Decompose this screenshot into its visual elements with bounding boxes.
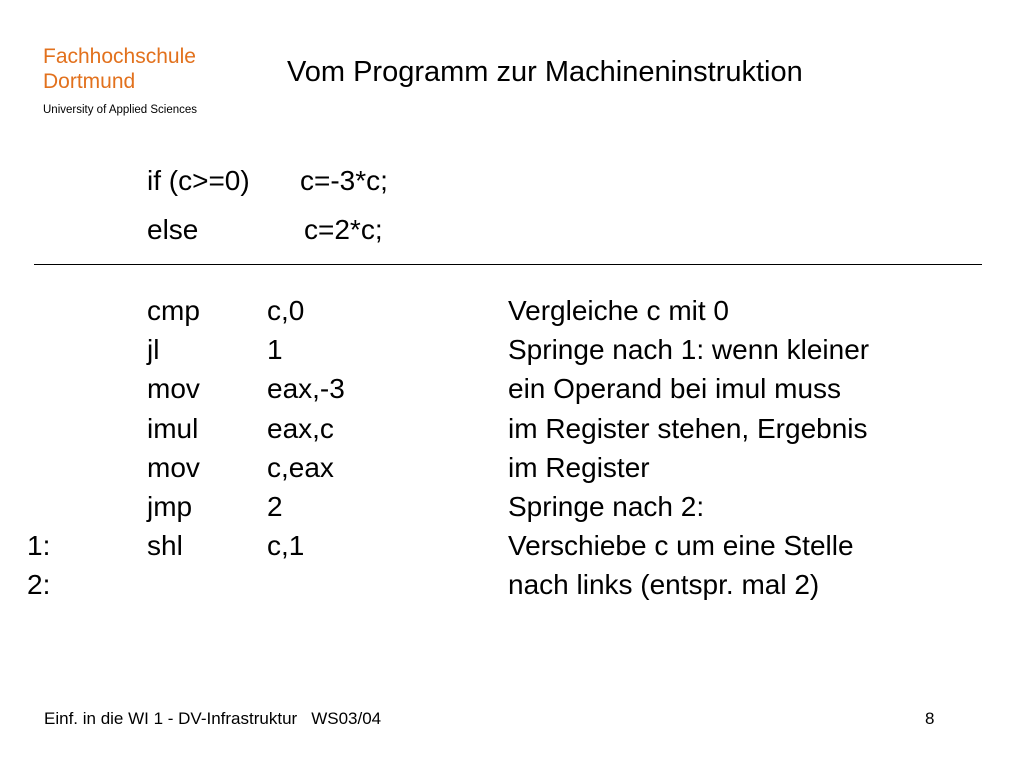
assembly-row [0,291,1024,330]
assembly-comment: im Register [508,451,650,483]
logo-name-line2: Dortmund [43,70,136,93]
assembly-opcode: jl [147,334,160,366]
footer-course-info [44,708,381,730]
assembly-row [0,409,1024,448]
assembly-row [0,526,1024,565]
logo [43,44,197,117]
assembly-operands: 1 [267,334,283,366]
assembly-operands: eax,-3 [267,373,345,405]
assembly-operands: c,0 [267,295,305,326]
source-code-then-statement: c=-3*c; [300,165,388,196]
assembly-comment: im Register stehen, Ergebnis [508,412,868,444]
assembly-opcode: imul [147,412,199,444]
source-code-else-keyword: else [147,214,199,245]
assembly-listing [0,291,1024,605]
assembly-operands: c,eax [267,451,334,483]
assembly-label: 2: [27,569,51,601]
assembly-comment: ein Operand bei imul muss [508,373,842,405]
footer-course: Einf. in die WI 1 - DV-Infrastruktur [44,709,298,728]
assembly-opcode: mov [147,373,200,405]
source-code-condition: if (c>=0) [147,165,250,196]
slide-title: Vom Programm zur Machineninstruktion [287,56,803,88]
logo-name-line1: Fachhochschule [43,45,196,68]
assembly-comment: Springe nach 2: [508,490,705,522]
logo-subtitle: University of Applied Sciences [43,104,198,116]
assembly-row [0,487,1024,526]
assembly-opcode: mov [147,451,200,483]
assembly-row [0,330,1024,369]
assembly-comment: Verschiebe c um eine Stelle [508,530,854,562]
footer-semester: WS03/04 [311,709,382,728]
assembly-comment: Vergleiche c mit 0 [508,295,729,326]
divider-line [34,264,982,265]
assembly-comment: Springe nach 1: wenn kleiner [508,334,870,366]
assembly-opcode: cmp [147,295,200,326]
assembly-row [0,448,1024,487]
assembly-opcode: shl [147,530,183,562]
assembly-row [0,565,1024,604]
assembly-operands: c,1 [267,530,305,562]
assembly-label: 1: [27,530,51,562]
assembly-operands: 2 [267,490,283,522]
assembly-comment: nach links (entspr. mal 2) [508,569,820,601]
source-code-else-statement: c=2*c; [304,214,383,245]
assembly-operands: eax,c [267,412,334,444]
assembly-opcode: jmp [147,490,193,522]
page-number: 8 [925,709,935,728]
assembly-row [0,369,1024,408]
